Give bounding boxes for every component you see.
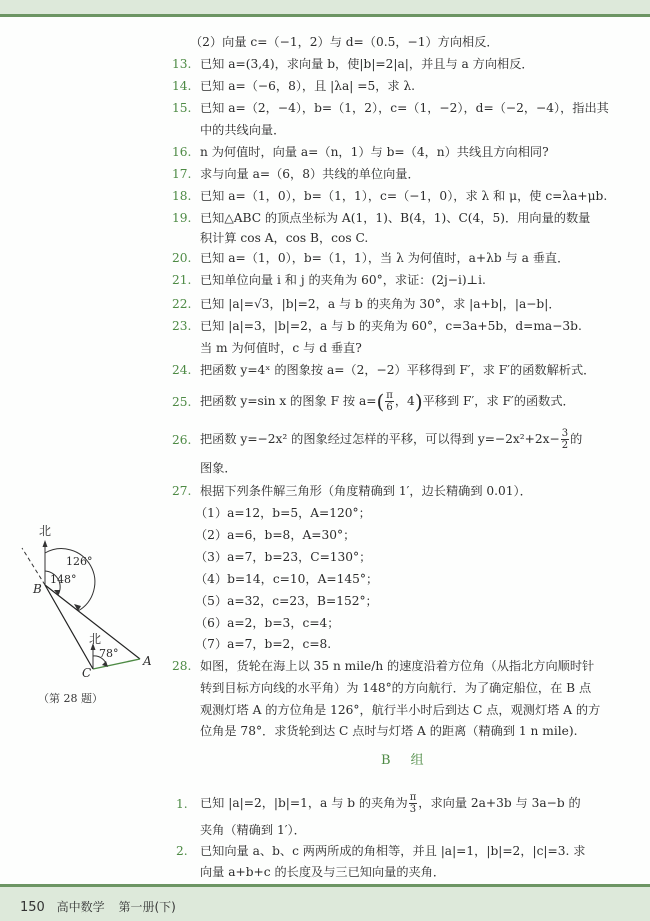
problem-26: [200, 428, 582, 451]
point-a-label: A: [143, 654, 152, 668]
problem-28-line-3: 观测灯塔 A 的方位角是 126°，航行半小时后到达 C 点，观测灯塔 A 的方: [200, 703, 601, 717]
book-volume: 第一册(下): [118, 900, 176, 914]
bearing-diagram: [0, 520, 170, 710]
problem-25-text-pre: 把函数 y=sin x 的图象 F 按 a=: [200, 394, 377, 408]
group-b-problem-1-cont: 夹角（精确到 1′）．: [200, 823, 306, 837]
problem-number: 2.: [176, 844, 188, 858]
problem-28-line-4: 位角是 78°．求货轮到达 C 点时与灯塔 A 的距离（精确到 1 n mile).: [200, 724, 578, 738]
header-band: [0, 0, 650, 14]
group-b-problem-1-post: ，求向量 2a+3b 与 3a−b 的: [418, 796, 581, 810]
fraction-numerator: π: [409, 792, 417, 803]
problem-17: 求与向量 a=（6，8）共线的单位向量．: [200, 167, 420, 181]
problem-27-sub-7: （7）a=7，b=2，c=8.: [195, 637, 332, 651]
fraction-denominator: 6: [386, 402, 393, 413]
problem-15: 已知 a=（2，−4），b=（1，2），c=（1，−2），d=（−2，−4），指出其: [200, 101, 609, 115]
problem-number: 15.: [172, 101, 192, 115]
group-b-problem-2: 已知向量 a、b、c 两两所成的角相等，并且 |a|=1，|b|=2，|c|=3. 求: [200, 844, 586, 858]
group-b-problem-2-cont: 向量 a+b+c 的长度及与三已知向量的夹角．: [200, 865, 446, 879]
page-number: 150: [20, 900, 45, 915]
group-b-title: B 组: [381, 753, 432, 768]
problem-27-sub-3: （3）a=7，b=23，C=130°；: [195, 550, 372, 564]
problem-27-sub-6: （6）a=2，b=3，c=4；: [195, 616, 340, 630]
problem-24: 把函数 y=4ˣ 的图象按 a=（2，−2）平移得到 F′，求 F′的函数解析式．: [200, 363, 596, 377]
problem-14: 已知 a=（−6，8），且 |λa| =5，求 λ.: [200, 79, 416, 93]
point-c-label: C: [82, 666, 92, 680]
problem-25-text-post: 平移到 F′，求 F′的函数式．: [422, 394, 575, 408]
problem-number: 28.: [172, 659, 192, 673]
problem-number: 18.: [172, 189, 192, 203]
book-title: 高中数学: [56, 900, 105, 914]
problem-26-text-pre: 把函数 y=−2x² 的图象经过怎样的平移，可以得到 y=−2x²+2x−: [200, 432, 560, 446]
fraction-3-2: [561, 428, 569, 451]
problem-18: 已知 a=（1，0），b=（1，1），c=（−1，0），求 λ 和 μ，使 c=λa+μb.: [200, 189, 608, 203]
problem-number: 19.: [172, 211, 192, 225]
problem-28-line-1: 如图，货轮在海上以 35 n mile/h 的速度沿着方位角（从指北方向顺时针: [200, 659, 595, 673]
fraction-numerator: 3: [561, 428, 569, 439]
problem-19-cont: 积计算 cos A，cos B，cos C.: [200, 231, 369, 245]
problem-12-part-2: （2）向量 c=（−1，2）与 d=（0.5，−1）方向相反．: [190, 35, 499, 49]
fraction-pi-6: [385, 390, 394, 413]
problem-number: 25.: [172, 395, 192, 409]
problem-16: n 为何值时，向量 a=（n，1）与 b=（4，n）共线且方向相同?: [200, 145, 549, 159]
north-label-b: 北: [39, 524, 52, 538]
problem-27-sub-4: （4）b=14，c=10，A=145°；: [195, 572, 379, 586]
angle-148-label: 148°: [50, 573, 77, 586]
fraction-pi-3: [409, 792, 418, 815]
problem-number: 13.: [172, 57, 192, 71]
problem-21: 已知单位向量 i 和 j 的夹角为 60°，求证：(2j−i)⊥i.: [200, 273, 486, 287]
problem-25-text-mid: ，4: [394, 394, 415, 408]
problem-number: 21.: [172, 273, 192, 287]
problem-27-sub-1: （1）a=12，b=5，A=120°；: [195, 506, 371, 520]
problem-19: 已知△ABC 的顶点坐标为 A(1，1)、B(4，1)、C(4，5)．用向量的数量: [200, 211, 591, 225]
fraction-denominator: 3: [409, 804, 417, 815]
point-b-label: B: [33, 582, 42, 596]
problem-number: 24.: [172, 363, 192, 377]
header-rule: [0, 14, 650, 17]
problem-23: 已知 |a|=3，|b|=2，a 与 b 的夹角为 60°，c=3a+5b，d=ma−3b.: [200, 319, 582, 333]
problem-13: 已知 a=(3,4)，求向量 b，使|b|=2|a|，并且与 a 方向相反．: [200, 57, 534, 71]
problem-27-sub-2: （2）a=6，b=8，A=30°；: [195, 528, 356, 542]
problem-number: 14.: [172, 79, 192, 93]
problem-number: 17.: [172, 167, 192, 181]
page-footer: [20, 898, 176, 915]
problem-27-sub-5: （5）a=32，c=23，B=152°；: [195, 594, 378, 608]
problem-number: 23.: [172, 319, 192, 333]
problem-15-cont: 中的共线向量．: [200, 123, 286, 137]
problem-number: 20.: [172, 251, 192, 265]
problem-25: [200, 390, 575, 413]
problem-number: 22.: [172, 297, 192, 311]
right-paren: ): [414, 389, 423, 414]
problem-26-text-post: 的: [570, 432, 583, 446]
problem-number: 27.: [172, 484, 192, 498]
left-paren: (: [376, 389, 385, 414]
fraction-numerator: π: [386, 390, 393, 401]
problem-23-cont: 当 m 为何值时，c 与 d 垂直?: [200, 341, 362, 355]
problem-28-line-2: 转到目标方向线的水平角）为 148°的方向航行．为了确定船位，在 B 点: [200, 681, 592, 695]
problem-number: 1.: [176, 797, 188, 811]
figure-problem-28: [0, 520, 170, 710]
figure-caption: （第 28 题）: [38, 692, 103, 705]
group-b-problem-1-pre: 已知 |a|=2，|b|=1，a 与 b 的夹角为: [200, 796, 408, 810]
problem-22: 已知 |a|=√3，|b|=2，a 与 b 的夹角为 30°，求 |a+b|，|a−b|．: [200, 297, 561, 311]
north-label-c: 北: [89, 632, 102, 646]
problem-number: 16.: [172, 145, 192, 159]
problem-number: 26.: [172, 433, 192, 447]
group-b-problem-1: [200, 791, 581, 815]
fraction-denominator: 2: [561, 440, 569, 451]
problem-20: 已知 a=（1，0），b=（1，1），当 λ 为何值时，a+λb 与 a 垂直．: [200, 251, 570, 265]
angle-78-label: 78°: [99, 647, 119, 660]
problem-26-cont: 图象．: [200, 461, 237, 475]
angle-126-label: 126°: [66, 555, 93, 568]
problem-27: 根据下列条件解三角形（角度精确到 1′，边长精确到 0.01）．: [200, 484, 532, 498]
